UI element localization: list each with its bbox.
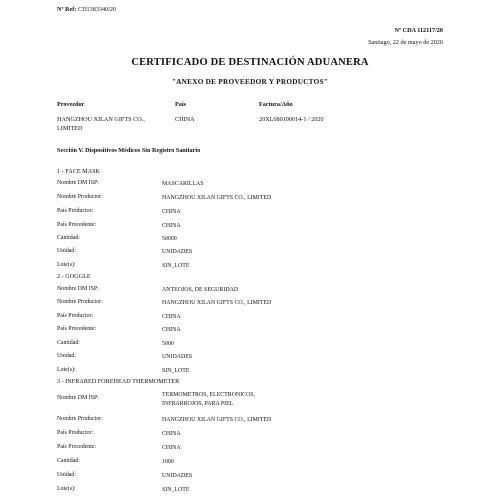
- document-subtitle: "ANEXO DE PROVEEDOR Y PRODUCTOS": [171, 78, 329, 86]
- item-value-cantidad: 1000: [162, 459, 174, 465]
- item-value-pais-procedente: CHINA: [162, 327, 181, 333]
- reference-value: CD1383340/20: [77, 6, 117, 13]
- item-label-productor: Nombre Productor:: [57, 299, 103, 305]
- reference-label: Nº Ref:: [57, 6, 77, 13]
- item-value-pais-productor: CHINA: [162, 209, 181, 215]
- item-value-cantidad: 5000: [162, 341, 174, 347]
- item-label-cantidad: Cantidad:: [57, 340, 80, 346]
- item-label-pais-productor: País Productor:: [57, 430, 94, 436]
- item-value-productor: HANGZHOU XILAN GIFTS CO., LIMITED: [162, 417, 272, 423]
- item-heading: 3 - INFRARED FOREHEAD THERMOMETER: [57, 378, 180, 385]
- item-label-cantidad: Cantidad:: [57, 458, 80, 464]
- item-value-productor: HANGZHOU XILAN GIFTS CO., LIMITED: [162, 195, 272, 201]
- item-label-lotes: Lote(s):: [57, 367, 76, 373]
- supplier-name: HANGZHOU XILAN GIFTS CO., LIMITED: [57, 116, 145, 132]
- item-label-nombre-dm: Nombre DM ISP:: [57, 286, 99, 292]
- item-label-pais-procedente: País Procedente:: [57, 222, 97, 228]
- item-heading: 2 - GOGGLE: [57, 273, 91, 280]
- item-label-pais-procedente: País Procedente:: [57, 326, 97, 332]
- item-value-nombre-dm: ANTEOJOS, DE SEGURIDAD: [162, 287, 239, 293]
- item-value-pais-procedente: CHINA: [162, 445, 181, 451]
- item-label-pais-procedente: País Procedente:: [57, 444, 97, 450]
- supplier-country: CHINA: [175, 116, 195, 123]
- item-label-cantidad: Cantidad:: [57, 235, 80, 241]
- item-value-lotes: SIN_LOTE: [162, 487, 190, 493]
- item-value-productor: HANGZHOU XILAN GIFTS CO., LIMITED: [162, 300, 272, 306]
- item-heading: 1 - FACE MASK: [57, 168, 101, 175]
- invoice-header: Factura/Año: [259, 101, 293, 108]
- item-label-unidad: Unidad:: [57, 472, 76, 478]
- item-label-nombre-dm: Nombre DM ISP:: [57, 395, 99, 401]
- item-value-unidad: UNIDADES: [162, 473, 193, 479]
- item-value-nombre-dm: MASCARILLAS: [162, 181, 204, 187]
- item-label-pais-productor: País Productor:: [57, 208, 94, 214]
- item-value-pais-productor: CHINA: [162, 314, 181, 320]
- item-value-unidad: UNIDADES: [162, 354, 193, 360]
- reference-number: [57, 6, 116, 13]
- item-value-pais-productor: CHINA: [162, 431, 181, 437]
- item-label-lotes: Lote(s):: [57, 486, 76, 492]
- section-heading: Sección V. Dispositivos Médicos Sin Registro Sanitario: [57, 147, 201, 154]
- country-header: País: [175, 101, 187, 108]
- supplier-invoice: 20XL680100014-1 / 2020: [259, 116, 324, 123]
- item-label-unidad: Unidad:: [57, 353, 76, 359]
- item-value-unidad: UNIDADES: [162, 249, 193, 255]
- item-value-lotes: SIN_LOTE: [162, 263, 190, 269]
- item-value-lotes: SIN_LOTE: [162, 368, 190, 374]
- cda-number: Nº CDA 112117/20: [394, 27, 443, 34]
- item-label-unidad: Unidad:: [57, 248, 76, 254]
- item-label-pais-productor: País Productor:: [57, 313, 94, 319]
- item-label-productor: Nombre Productor:: [57, 416, 103, 422]
- document-date: Santiago, 22 de mayo de 2020: [368, 39, 443, 46]
- document-title: CERTIFICADO DE DESTINACIÓN ADUANERA: [131, 57, 369, 68]
- item-label-lotes: Lote(s):: [57, 262, 76, 268]
- supplier-header: Proveedor: [57, 101, 85, 108]
- item-value-pais-procedente: CHINA: [162, 223, 181, 229]
- item-value-cantidad: 50000: [162, 236, 177, 242]
- item-label-productor: Nombre Productor:: [57, 194, 103, 200]
- item-value-nombre-dm: TERMOMETROS, ELECTRONICOS, INFRARROJOS, PARA PIEL: [162, 392, 256, 407]
- item-label-nombre-dm: Nombre DM ISP:: [57, 180, 99, 186]
